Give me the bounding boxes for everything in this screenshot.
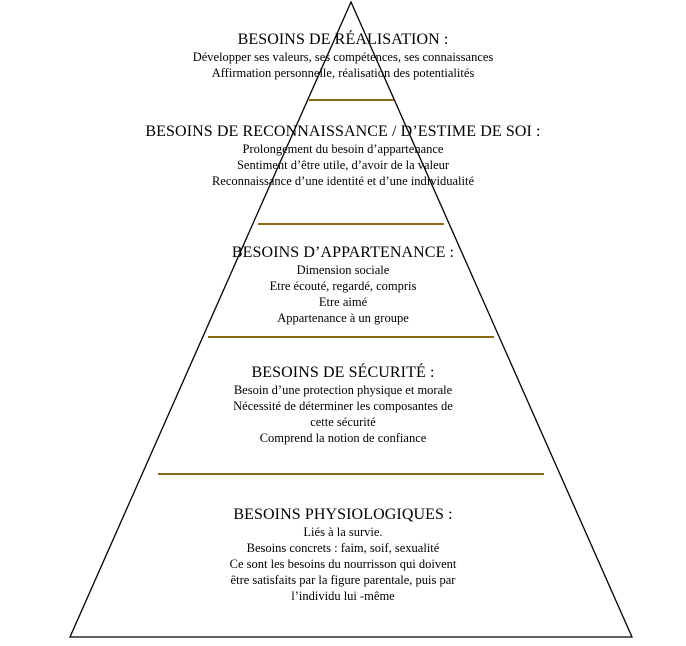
tier-title: BESOINS DE RÉALISATION : [237,31,449,48]
tier-line: Etre aimé [318,295,368,309]
tier-line: Affirmation personnelle, réalisation des potentialités [211,66,475,80]
tier-line: Besoins concrets : faim, soif, sexualité [246,541,440,555]
tier-reconnaissance [0,122,686,189]
tier-line: Nécessité de déterminer les composantes de [233,399,453,413]
tier-line: Liés à la survie. [303,525,383,539]
tier-line: cette sécurité [310,415,376,429]
tier-realisation [0,30,686,81]
tier-line: Prolongement du besoin d’appartenance [242,142,444,156]
tier-line: Besoin d’une protection physique et morale [233,383,453,397]
tier-line: Développer ses valeurs, ses compétences, ses connaissances [192,50,494,64]
tier-appartenance [0,243,686,326]
tier-title: BESOINS D’APPARTENANCE : [231,244,455,261]
tier-line: Sentiment d’être utile, d’avoir de la valeur [236,158,450,172]
tier-line: Dimension sociale [296,263,390,277]
tier-line: Appartenance à un groupe [277,311,409,325]
tier-line: Ce sont les besoins du nourrisson qui doivent [229,557,457,571]
tier-physiologiques [0,505,686,604]
tier-title: BESOINS DE SÉCURITÉ : [251,364,435,381]
tier-line: Etre écouté, regardé, compris [269,279,417,293]
tier-line: être satisfaits par la figure parentale, puis par [230,573,456,587]
tier-line: l’individu lui -même [291,589,395,603]
tier-line: Reconnaissance d’une identité et d’une individualité [211,174,475,188]
tier-line: Comprend la notion de confiance [259,431,427,445]
tier-securite [0,363,686,446]
tier-title: BESOINS DE RECONNAISSANCE / D’ESTIME DE SOI : [145,123,541,140]
tier-title: BESOINS PHYSIOLOGIQUES : [233,506,453,523]
